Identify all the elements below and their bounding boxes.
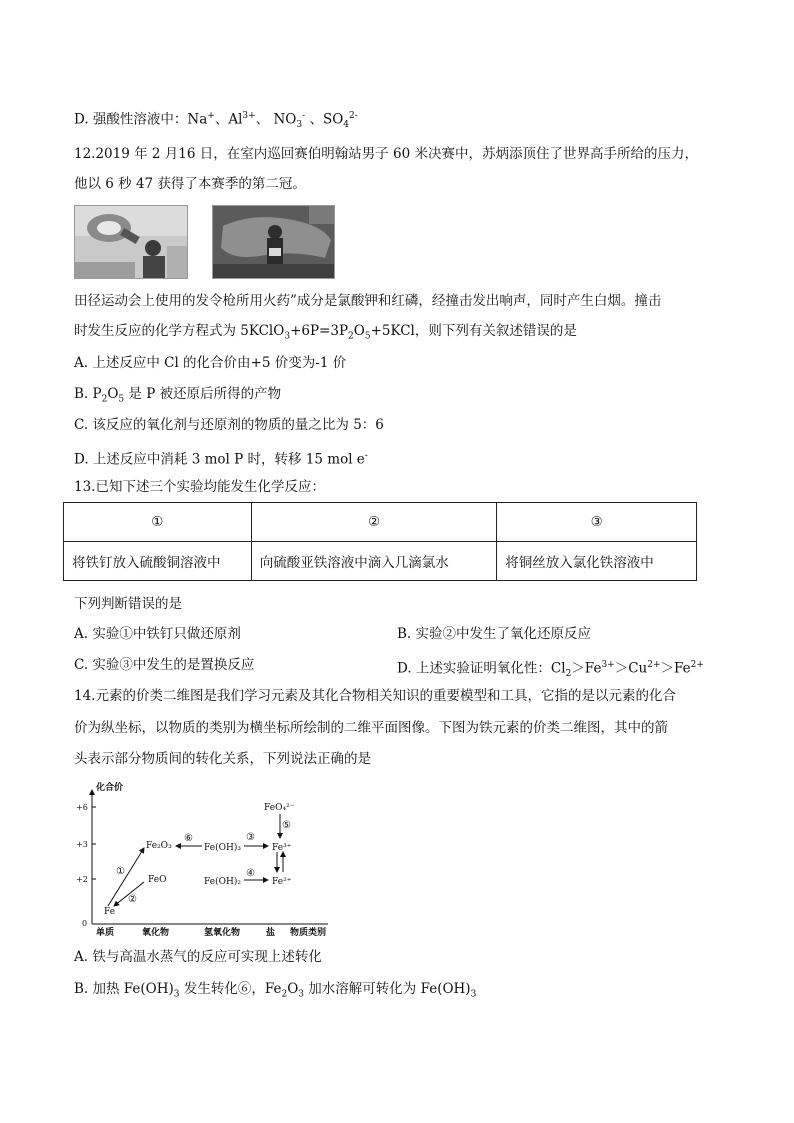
table-cell-2: 向硫酸亚铁溶液中滴入几滴氯水	[251, 542, 497, 581]
q12-b-sub1: 2	[101, 394, 108, 405]
table-cell-3: 将铜丝放入氯化铁溶液中	[497, 542, 697, 581]
q14-b-sub3: 3	[298, 989, 304, 1000]
q14-b-sub2: 2	[281, 989, 288, 1000]
q11-d-so4-sup: 2-	[349, 111, 358, 121]
q12-intro-line1: 12.2019 年 2 月16 日，在室内巡回赛伯明翰站男子 60 米决赛中，苏炳添顶住了世界高手所给的压力，	[74, 146, 699, 162]
q13-d-part1: D. 上述实验证明氧化性：Cl	[397, 660, 566, 677]
q13-d-sup3: 2+	[690, 660, 704, 670]
q11-d-na-sup: +	[207, 111, 215, 121]
q12-eq-part2: +6P=3P	[290, 323, 349, 339]
q12-body-line1: 田径运动会上使用的发令枪所用火药”成分是氯酸钾和红磷，经撞击发出响声，同时产生白烟。撞击	[74, 293, 662, 309]
q12-d-sup: -	[364, 451, 368, 461]
q11-d-no3-sub: 3	[296, 120, 303, 131]
q12-option-c: C. 该反应的氧化剂与还原剂的物质的量之比为 5：6	[74, 417, 384, 433]
photo-starter-gun	[74, 205, 188, 279]
q12-intro-line2: 他以 6 秒 47 获得了本赛季的第二冠。	[74, 176, 306, 192]
q12-option-a: A. 上述反应中 Cl 的化合价由+5 价变为-1 价	[74, 355, 347, 371]
table-header-3: ③	[497, 503, 697, 542]
q12-body-line2	[74, 321, 577, 347]
y-tick-label: +3	[76, 840, 88, 849]
q12-eq-sub2: 2	[348, 331, 354, 342]
species-feo4: FeO₄²⁻	[264, 803, 295, 813]
x-category-label: 氢氧化物	[204, 928, 241, 938]
q11-d-al-sup: 3+	[242, 111, 256, 121]
q14-b-part3: O	[287, 981, 299, 997]
species-fe2o3: Fe₂O₃	[146, 841, 172, 851]
iron-valence-diagram	[76, 778, 344, 940]
q14-b-sub4: 3	[470, 989, 477, 1000]
q14-b-part2: 发生转化⑥，Fe	[179, 981, 282, 997]
species-fe: Fe	[104, 907, 116, 917]
q12-b-part3: 是 P 被还原后所得的产物	[124, 386, 282, 402]
species-feo: FeO	[148, 875, 167, 885]
q13-d-part3: ＞Cu	[614, 660, 648, 677]
q12-eq-part3: O	[353, 323, 365, 339]
q12-eq-sub1: 3	[284, 331, 291, 342]
q12-eq-part4: +5KCl，则下列有关叙述错误的是	[370, 323, 577, 339]
q13-option-c: C. 实验③中发生的是置换反应	[74, 657, 255, 673]
table-header-1: ①	[64, 503, 252, 542]
x-category-label: 氧化物	[142, 928, 170, 938]
arrow-1	[108, 848, 144, 906]
q12-option-d	[74, 446, 368, 470]
q14-b-sub1: 3	[173, 989, 180, 1000]
q14-line2: 价为纵坐标，以物质的类别为横坐标所绘制的二维平面图像。下图为铁元素的价类二维图，其中的箭	[74, 720, 668, 736]
q11-d-no3-sup: -	[302, 111, 306, 121]
q13-d-sub: 2	[565, 669, 572, 680]
y-tick-label: +2	[76, 875, 88, 884]
q12-option-b	[74, 384, 281, 410]
y-tick-label: +6	[76, 803, 88, 812]
table-row	[64, 542, 697, 581]
arrow-label-5: ⑤	[282, 820, 291, 831]
q13-option-d	[397, 655, 704, 684]
photo-sprinter-flag	[212, 205, 335, 279]
species-feoh2: Fe(OH)₂	[204, 877, 241, 887]
table-header-row	[64, 503, 697, 542]
q13-question: 下列判断错误的是	[74, 596, 182, 612]
y-axis-title: 化合价	[96, 783, 124, 793]
q11-d-text: D. 强酸性溶液中：Na	[74, 111, 208, 128]
q13-d-sup2: 2+	[647, 660, 661, 670]
x-category-label: 单质	[96, 928, 115, 938]
q13-intro: 13.已知下述三个实验均能发生化学反应：	[74, 479, 325, 495]
q11-d-al: 、Al	[214, 111, 243, 128]
q13-experiment-table	[63, 502, 697, 581]
q13-d-part2: ＞Fe	[571, 660, 602, 677]
q13-option-b: B. 实验②中发生了氧化还原反应	[397, 626, 592, 642]
q13-d-part4: ＞Fe	[660, 660, 691, 677]
arrow-label-2: ②	[128, 894, 137, 905]
table-cell-1: 将铁钉放入硫酸铜溶液中	[64, 542, 252, 581]
species-fe2plus: Fe²⁺	[272, 877, 292, 887]
q14-b-part1: B. 加热 Fe(OH)	[74, 981, 174, 997]
x-category-label: 盐	[266, 928, 276, 938]
q14-option-a: A. 铁与高温水蒸气的反应可实现上述转化	[74, 949, 322, 965]
q14-line1: 14.元素的价类二维图是我们学习元素及其化合物相关知识的重要模型和工具，它指的是以元素的化合	[74, 688, 676, 704]
species-feoh3: Fe(OH)₃	[204, 843, 241, 853]
q14-b-part4: 加水溶解可转化为 Fe(OH)	[304, 981, 471, 997]
species-fe3plus: Fe³⁺	[272, 843, 292, 853]
table-header-2: ②	[251, 503, 497, 542]
q11-option-d	[74, 106, 358, 135]
q14-option-b	[74, 979, 476, 1005]
arrow-label-4: ④	[246, 868, 255, 879]
q12-b-part1: B. P	[74, 386, 102, 402]
q13-option-a: A. 实验①中铁钉只做还原剂	[74, 626, 241, 642]
q12-eq-part1: 时发生反应的化学方程式为 5KClO	[74, 323, 285, 339]
q11-d-no3: 、 NO	[255, 111, 297, 128]
q11-d-so4: 、SO	[305, 111, 344, 128]
arrow-label-6: ⑥	[184, 833, 193, 844]
q12-b-part2: O	[107, 386, 119, 402]
arrow-label-1: ①	[116, 866, 125, 877]
x-axis-title: 物质类别	[290, 928, 327, 938]
q14-line3: 头表示部分物质间的转化关系，下列说法正确的是	[74, 751, 371, 767]
q12-eq-sub3: 5	[364, 331, 371, 342]
q11-d-so4-sub: 4	[343, 120, 349, 131]
q13-d-sup1: 3+	[601, 660, 615, 670]
q12-d-text: D. 上述反应中消耗 3 mol P 时，转移 15 mol e	[74, 451, 365, 468]
arrow-label-3: ③	[246, 832, 255, 843]
q12-b-sub2: 5	[118, 394, 125, 405]
y-tick-label: 0	[82, 919, 88, 928]
